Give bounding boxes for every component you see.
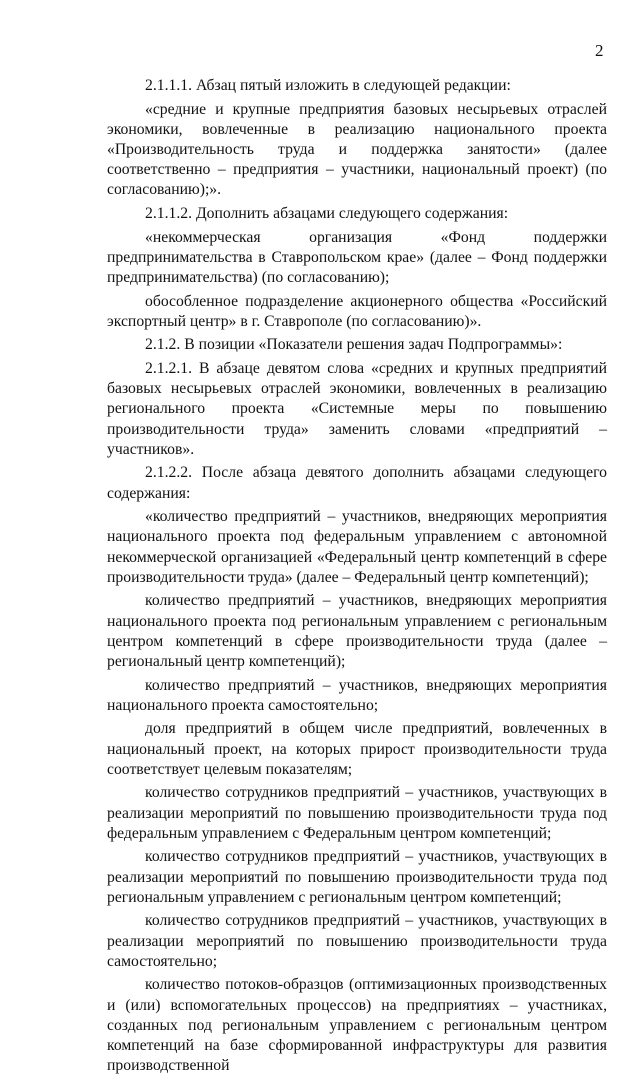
paragraph: обособленное подразделение акционерного общества «Российский экспортный центр» в г. Ставрополе (по согласованию)». [107, 292, 607, 330]
paragraph: 2.1.2.2. После абзаца девятого дополнить абзацами следующего содержания: [107, 464, 607, 502]
paragraph: доля предприятий в общем числе предприятий, вовлеченных в национальный проект, на которых прирост производительности труда соответствует целевым показателям; [107, 720, 607, 778]
paragraph: количество предприятий – участников, внедряющих мероприятия национального проекта под региональным управлением с региональным центром компетенций в сфере производительности труда (далее – региональный центр компетенций); [107, 592, 607, 670]
paragraph: 2.1.2. В позиции «Показатели решения задач Подпрограммы»: [145, 336, 563, 354]
paragraph: «средние и крупные предприятия базовых несырьевых отраслей экономики, вовлеченные в реализацию национального проекта «Производительность труда и поддержка занятости» (далее соответственно – предприятия – участники, национальный проект) (по согласованию);». [107, 100, 607, 199]
paragraph: 2.1.1.2. Дополнить абзацами следующего содержания: [145, 205, 509, 222]
paragraph: количество потоков-образцов (оптимизационных производственных и (или) вспомогательных процессов) на предприятиях – участниках, созданных под региональным управлением с региональным центром компетенций на базе сформированной инфраструктуры для развития производственной [107, 976, 607, 1075]
paragraph: количество сотрудников предприятий – участников, участвующих в реализации мероприятий по повышению производительности труда под региональным управлением с региональным центром компетенций; [107, 848, 607, 906]
paragraph: количество сотрудников предприятий – участников, участвующих в реализации мероприятий по повышению производительности труда самостоятельно; [107, 912, 607, 970]
paragraph: количество предприятий – участников, внедряющих мероприятия национального проекта самостоятельно; [107, 676, 607, 714]
paragraph: «количество предприятий – участников, внедряющих мероприятия национального проекта под федеральным управлением с автономной некоммерческой организацией «Федеральный центр компетенций в сфере производительности труда» (далее – Федеральный центр компетенций); [107, 508, 607, 586]
page-number: 2 [595, 41, 604, 60]
document-body [107, 76, 607, 1080]
paragraph: количество сотрудников предприятий – участников, участвующих в реализации мероприятий по повышению производительности труда под федеральным управлением с Федеральным центром компетенций; [107, 784, 607, 842]
paragraph: 2.1.2.1. В абзаце девятом слова «средних и крупных предприятий базовых несырьевых отраслей экономики, вовлеченных в реализацию регионального проекта «Системные меры по повышению производительности труда» заменить словами «предприятий – участников». [107, 359, 607, 458]
paragraph: «некоммерческая организация «Фонд поддержки предпринимательства в Ставропольском крае» (далее – Фонд поддержки предпринимательства) (по согласованию); [107, 228, 607, 286]
paragraph: 2.1.1.1. Абзац пятый изложить в следующей редакции: [145, 77, 511, 94]
